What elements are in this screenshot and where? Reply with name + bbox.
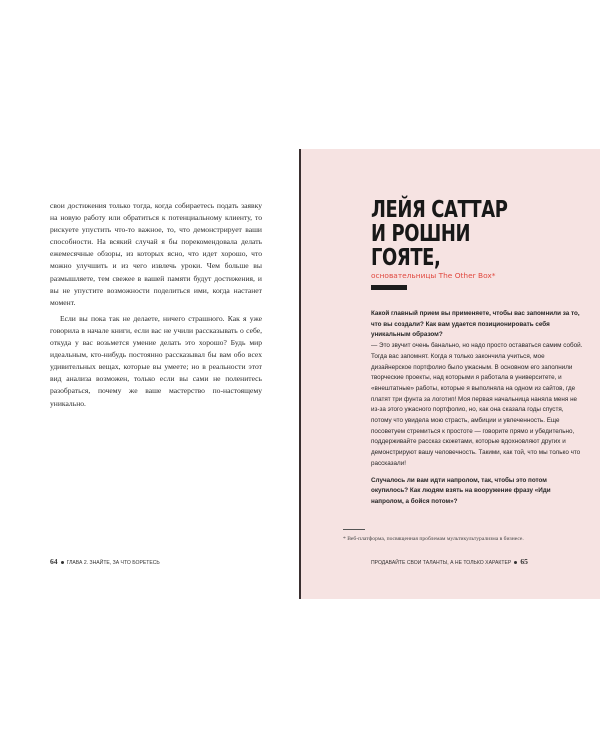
question-1: Какой главный прием вы применяете, чтобы вас запомнили за то, что вы создали? Как вам удается позиционировать себя уникальным образом? <box>371 310 580 339</box>
left-paragraph-1: свои достижения только тогда, когда собираетесь подать заявку на новую работу или обратиться к потенциальному клиенту, то рискуете упустить что-то важное, то, что демонстрирует ваши способности. На всякий случай я бы порекомендовала делать ежемесячные обзоры, из которых ясно, что идет хорошо, что можно улучшить и из чего извлечь уроки. Чем больше вы размышляете, тем свежее в вашей памяти будут достижения, и вы не упустите возможности поделиться ими, когда настанет момент. <box>50 201 262 307</box>
heading-line-2: И РОШНИ ГОЯТЕ, <box>371 221 471 271</box>
left-body-text <box>50 200 262 414</box>
footnote-rule <box>343 529 365 530</box>
book-spread <box>0 149 600 599</box>
question-2: Случалось ли вам идти напролом, так, чтобы это потом окупилось? Как людям взять на вооружение фразу «Иди напролом, а бойся потом»? <box>371 476 551 505</box>
right-running-head: ПРОДАВАЙТЕ СВОИ ТАЛАНТЫ, А НЕ ТОЛЬКО ХАРАКТЕР <box>371 560 512 566</box>
left-page <box>0 149 300 599</box>
interview-subheading: основательницы The Other Box* <box>371 271 496 280</box>
folio-dot <box>61 561 64 564</box>
answer-1: — Это звучит очень банально, но надо просто оставаться самим собой. Тогда вас запомнят. Когда я только закончила учиться, мое дизайнерское портфолио было ужасным. В основном его заполнили творческие проекты, над которыми я работала в университете, и «внештатные» работы, которые я выполняла на одном из сайтов, где платят три фунта за логотип! Моя первая начальница наняла меня не из-за этого ужасного портфолио, но, как она сказала годы спустя, потому что увидела мою страсть, амбиции и увлеченность. Еще посоветуем стремиться к простоте — говорите прямо и убедительно, поддерживайте рассказ сюжетами, которые вдохновляют других и демонстрируют вашу человечность. Такими, как той, что мы только что рассказали! <box>371 342 583 467</box>
right-folio <box>371 557 528 566</box>
left-paragraph-2: Если вы пока так не делаете, ничего страшного. Как я уже говорила в начале книги, если вас не учили рассказывать о себе, откуда у вас возьмется умение делать это хорошо? Будь мир идеальным, кто-нибудь постоянно рассказывал бы вам обо всех удивительных вещах, которые вы умеете; но в реальности этот вид анализа возможен, только если вы сами не поленитесь разобраться, почему же ваше мастерство по-настоящему уникально. <box>50 313 262 408</box>
left-folio <box>50 557 160 566</box>
left-running-head: ГЛАВА 2. ЗНАЙТЕ, ЗА ЧТО БОРЕТЕСЬ <box>66 560 160 566</box>
heading-line-1: ЛЕЙЯ САТТАР <box>371 197 508 223</box>
footnote: * Веб-платформа, посвященная проблемам мультикультурализма в бизнесе. <box>343 536 524 542</box>
decorative-bar <box>371 285 407 290</box>
folio-dot <box>514 561 517 564</box>
left-page-number: 64 <box>50 557 58 566</box>
interview-heading <box>371 198 535 270</box>
right-page-number: 65 <box>520 557 528 566</box>
interview-qa <box>371 309 583 508</box>
